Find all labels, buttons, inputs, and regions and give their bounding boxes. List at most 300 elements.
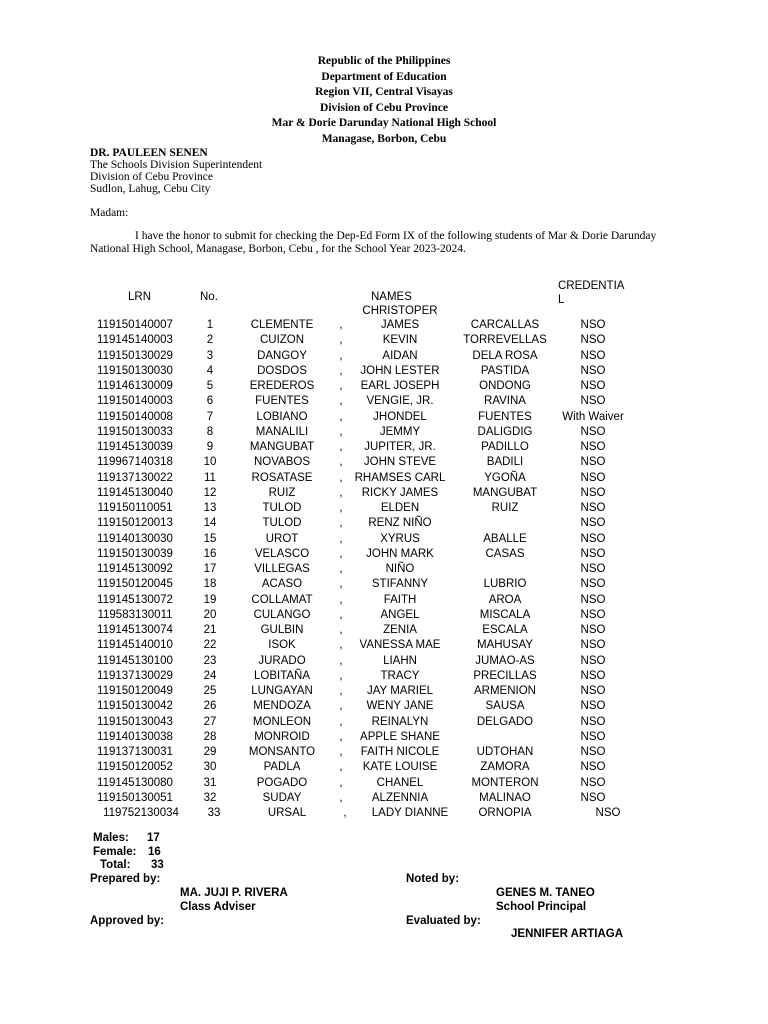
student-credential: NSO [580, 425, 606, 438]
student-first-name: ALZENNIA [371, 791, 429, 804]
student-lrn: 119150130051 [97, 791, 173, 804]
student-first-name: ELDEN [380, 502, 420, 514]
student-middle-name: BADILI [486, 456, 524, 469]
student-last-name: DANGOY [257, 349, 307, 362]
student-number: 12 [203, 486, 217, 499]
student-middle-name: DELA ROSA [472, 349, 538, 362]
student-middle-name: PRECILLAS [473, 669, 537, 682]
student-credential: NSO [580, 715, 606, 728]
student-middle-name: ESCALA [482, 624, 528, 636]
name-separator: , [339, 593, 343, 606]
table-row [0, 455, 768, 470]
letterhead [0, 54, 768, 148]
student-middle-name: RUIZ [491, 502, 519, 514]
table-row [0, 669, 768, 684]
header-names: NAMES [371, 291, 412, 303]
student-last-name: MONROID [254, 730, 310, 743]
student-lrn: 119150130042 [97, 700, 173, 713]
approved-by-label: Approved by: [90, 915, 165, 927]
student-number: 19 [203, 593, 217, 606]
student-number: 16 [203, 547, 217, 560]
student-credential: NSO [580, 776, 606, 789]
name-separator: , [339, 380, 343, 392]
name-separator: , [339, 517, 343, 530]
table-row [0, 471, 768, 486]
prepared-by-label: Prepared by: [90, 873, 161, 885]
student-middle-name: MANGUBAT [472, 486, 538, 499]
header-credential-line: CREDENTIA [558, 280, 625, 292]
student-last-name: TULOD [262, 517, 302, 530]
student-lrn: 119150140007 [97, 319, 173, 331]
student-last-name: RUIZ [268, 486, 296, 499]
name-separator: , [339, 486, 343, 499]
name-separator: , [339, 578, 343, 591]
student-last-name: VELASCO [254, 547, 310, 560]
student-last-name: UROT [265, 532, 299, 545]
student-middle-name: DELGADO [476, 715, 534, 728]
student-last-name: DOSDOS [257, 364, 307, 377]
student-last-name: MENDOZA [253, 700, 311, 713]
table-row [0, 394, 768, 409]
student-number: 15 [203, 532, 217, 545]
student-last-name: LOBIANO [256, 410, 308, 423]
student-number: 30 [203, 761, 217, 774]
student-number: 29 [203, 746, 217, 758]
student-number: 22 [203, 639, 217, 652]
table-row [0, 638, 768, 653]
student-last-name: MANGUBAT [249, 441, 315, 453]
student-middle-name: RAVINA [484, 395, 526, 408]
table-row [0, 776, 768, 791]
student-last-name: EREDEROS [249, 380, 315, 392]
student-number: 17 [203, 563, 217, 575]
student-lrn: 119145130092 [97, 563, 173, 575]
student-middle-name: TORREVELLAS [463, 334, 547, 347]
student-number: 10 [203, 456, 217, 469]
females-count [93, 846, 161, 858]
student-first-name: JOHN MARK [366, 547, 434, 560]
student-credential: NSO [580, 532, 606, 545]
student-first-name: STIFANNY [371, 578, 429, 591]
table-row [0, 440, 768, 455]
student-middle-name: UDTOHAN [476, 746, 534, 758]
student-lrn: 119150110051 [97, 502, 173, 514]
name-separator: , [339, 700, 343, 713]
table-row [0, 745, 768, 760]
student-first-name: LADY DIANNE [371, 807, 449, 819]
student-first-name: NIÑO [385, 563, 415, 575]
student-credential: NSO [580, 746, 606, 758]
student-number: 18 [203, 578, 217, 591]
letterhead-line: Department of Education [321, 70, 447, 83]
name-separator: , [339, 563, 343, 575]
student-credential: NSO [580, 547, 606, 560]
student-credential: NSO [580, 639, 606, 652]
letterhead-line: Region VII, Central Visayas [315, 86, 453, 99]
student-credential: NSO [580, 380, 606, 392]
student-middle-name: PADILLO [481, 441, 529, 453]
student-first-name: JOHN STEVE [363, 456, 437, 469]
noted-by-label: Noted by: [406, 873, 460, 885]
table-row [0, 593, 768, 608]
student-number: 25 [203, 685, 217, 697]
student-first-name: RHAMSES CARL [354, 471, 446, 484]
table-row [0, 730, 768, 745]
student-number: 1 [206, 319, 214, 331]
student-credential: NSO [580, 669, 606, 682]
student-first-name: JAY MARIEL [366, 685, 434, 697]
student-first-name: JUPITER, JR. [364, 441, 436, 453]
student-first-name: TRACY [380, 669, 420, 682]
student-lrn: 119140130038 [97, 730, 173, 743]
table-row [0, 806, 768, 821]
student-lrn: 119752130034 [103, 807, 179, 819]
student-number: 27 [203, 715, 217, 728]
student-number: 28 [203, 730, 217, 743]
table-row [0, 364, 768, 379]
header-lrn: LRN [128, 291, 152, 303]
student-credential: NSO [580, 761, 606, 774]
student-lrn: 119137130022 [97, 471, 173, 484]
table-row [0, 410, 768, 425]
student-first-name: CHRISTOPER JAMES [362, 305, 438, 331]
noted-title: School Principal [496, 901, 587, 913]
student-lrn: 119150120049 [97, 685, 173, 697]
name-separator: , [339, 349, 343, 362]
name-separator: , [339, 654, 343, 667]
student-lrn: 119150130043 [97, 715, 173, 728]
student-credential: NSO [580, 517, 606, 530]
table-row [0, 791, 768, 806]
addressee-title: The Schools Division Superintendent [90, 159, 263, 171]
name-separator: , [339, 669, 343, 682]
letterhead-line: Republic of the Philippines [317, 55, 451, 67]
student-first-name: ANGEL [380, 608, 420, 621]
student-lrn: 119150130030 [97, 364, 173, 377]
student-credential: NSO [580, 700, 606, 713]
letterhead-line: Division of Cebu Province [320, 101, 448, 114]
addressee-block [90, 147, 262, 195]
student-first-name: JHONDEL [373, 410, 427, 423]
student-last-name: POGADO [256, 776, 308, 789]
student-middle-name: PASTIDA [480, 364, 530, 377]
student-first-name: FAITH NICOLE [360, 746, 440, 758]
student-middle-name: CASAS [485, 547, 525, 560]
student-middle-name: JUMAO-AS [475, 654, 535, 667]
student-number: 13 [203, 502, 217, 514]
table-row [0, 623, 768, 638]
student-first-name: CHANEL [376, 776, 424, 789]
student-number: 2 [206, 334, 214, 347]
student-credential: NSO [580, 578, 606, 591]
student-first-name: KEVIN [382, 334, 418, 347]
name-separator: , [339, 639, 343, 652]
total-count [100, 859, 164, 871]
table-row [0, 684, 768, 699]
student-credential: NSO [580, 624, 606, 636]
student-number: 21 [203, 624, 217, 636]
student-middle-name: AROA [488, 593, 522, 606]
student-middle-name: SAUSA [485, 700, 525, 713]
males-count [93, 832, 160, 844]
student-middle-name: ONDONG [479, 380, 531, 392]
table-row [0, 516, 768, 531]
student-lrn: 119150130029 [97, 349, 173, 362]
prepared-title: Class Adviser [180, 901, 256, 913]
student-last-name: COLLAMAT [251, 593, 313, 606]
name-separator: , [339, 547, 343, 560]
student-first-name: AIDAN [382, 349, 418, 362]
student-middle-name: CARCALLAS [470, 319, 540, 331]
header-credential [558, 279, 624, 307]
header-number: No. [200, 291, 218, 303]
student-number: 20 [203, 608, 217, 621]
student-number: 4 [206, 364, 214, 377]
student-number: 32 [203, 791, 217, 804]
student-middle-name: ARMENION [474, 685, 536, 697]
student-lrn: 119150120052 [97, 761, 173, 774]
student-middle-name: ORNOPIA [478, 807, 532, 819]
student-number: 9 [206, 441, 214, 453]
student-middle-name: FUENTES [478, 410, 532, 423]
student-last-name: GULBIN [260, 624, 304, 636]
student-credential: NSO [595, 807, 621, 819]
student-lrn: 119150120013 [97, 517, 173, 530]
name-separator: , [339, 364, 343, 377]
student-credential: NSO [580, 349, 606, 362]
student-lrn: 119145130074 [97, 624, 173, 636]
table-row [0, 501, 768, 516]
student-lrn: 119150140003 [97, 395, 173, 408]
name-separator: , [339, 730, 343, 743]
student-middle-name: MALINAO [479, 791, 531, 804]
student-middle-name: LUBRIO [483, 578, 527, 591]
student-middle-name: ABALLE [483, 532, 527, 545]
males-value: 17 [147, 832, 160, 844]
name-separator: , [339, 776, 343, 789]
student-lrn: 119137130031 [97, 746, 173, 758]
addressee-address: Sudlon, Lahug, Cebu City [90, 183, 211, 195]
student-middle-name: MISCALA [479, 608, 531, 621]
table-row [0, 577, 768, 592]
student-lrn: 119150130033 [97, 425, 173, 438]
student-middle-name: YGOÑA [484, 471, 526, 484]
student-credential: NSO [580, 364, 606, 377]
table-row [0, 532, 768, 547]
student-first-name: JEMMY [379, 425, 421, 438]
table-row [0, 699, 768, 714]
student-first-name: ZENIA [383, 624, 417, 636]
student-credential: NSO [580, 441, 606, 453]
name-separator: , [339, 502, 343, 514]
student-last-name: JURADO [258, 654, 306, 667]
student-lrn: 119146130009 [97, 380, 173, 392]
noted-name: GENES M. TANEO [496, 887, 595, 899]
student-last-name: CULANGO [253, 608, 311, 621]
student-number: 26 [203, 700, 217, 713]
table-row [0, 654, 768, 669]
addressee-office: Division of Cebu Province [90, 171, 213, 183]
name-separator: , [339, 532, 343, 545]
student-credential: NSO [580, 456, 606, 469]
table-row [0, 305, 768, 333]
name-separator: , [339, 319, 343, 331]
name-separator: , [339, 608, 343, 621]
student-first-name: VENGIE, JR. [366, 395, 434, 408]
student-first-name: EARL JOSEPH [360, 380, 440, 392]
student-middle-name: MAHUSAY [476, 639, 534, 652]
school-address: Managase, Borbon, Cebu [321, 132, 447, 145]
student-first-name: KATE LOUISE [362, 761, 438, 774]
salutation: Madam: [90, 207, 129, 219]
student-first-name: WENY JANE [366, 700, 434, 713]
student-credential: NSO [580, 486, 606, 499]
student-lrn: 119145130080 [97, 776, 173, 789]
student-credential: NSO [580, 685, 606, 697]
name-separator: , [339, 624, 343, 636]
student-first-name: FAITH [383, 593, 417, 606]
student-credential: NSO [580, 654, 606, 667]
females-label: Female: [93, 846, 137, 858]
student-lrn: 119145140010 [97, 639, 173, 652]
student-number: 14 [203, 517, 217, 530]
table-row [0, 486, 768, 501]
student-lrn: 119145130040 [97, 486, 173, 499]
student-number: 7 [206, 410, 214, 423]
student-number: 31 [203, 776, 217, 789]
student-first-name: XYRUS [380, 532, 420, 545]
header-credential-line: L [558, 294, 565, 306]
student-number: 3 [206, 349, 214, 362]
student-number: 5 [206, 380, 214, 392]
males-label: Males: [93, 832, 129, 844]
table-row [0, 715, 768, 730]
student-credential: NSO [580, 502, 606, 514]
evaluated-name: JENNIFER ARTIAGA [511, 928, 624, 940]
table-row [0, 760, 768, 775]
student-number: 24 [203, 669, 217, 682]
student-last-name: MANALILI [255, 425, 309, 438]
student-lrn: 119137130029 [97, 669, 173, 682]
name-separator: , [339, 746, 343, 758]
student-lrn: 119145140003 [97, 334, 173, 347]
student-lrn: 119150130039 [97, 547, 173, 560]
student-credential: NSO [580, 395, 606, 408]
student-credential: NSO [580, 563, 606, 575]
name-separator: , [339, 791, 343, 804]
name-separator: , [339, 410, 343, 423]
name-separator: , [339, 761, 343, 774]
student-credential: NSO [580, 791, 606, 804]
student-lrn: 119150120045 [97, 578, 173, 591]
table-row [0, 562, 768, 577]
student-first-name: APPLE SHANE [360, 730, 440, 743]
total-value: 33 [151, 859, 164, 871]
total-label: Total: [100, 859, 131, 871]
student-lrn: 119967140318 [97, 456, 173, 469]
addressee-name: DR. PAULEEN SENEN [90, 147, 208, 159]
student-lrn: 119150140008 [97, 410, 173, 423]
body-paragraph: I have the honor to submit for checking the Dep-Ed Form IX of the following students of Mar & Dorie Darunday National High School, Managase, Borbon, Cebu , for the School Year 2023-2024. [90, 230, 657, 255]
student-first-name: RENZ NIÑO [368, 517, 432, 530]
table-row [0, 425, 768, 440]
student-middle-name: ZAMORA [480, 761, 530, 774]
student-last-name: URSAL [267, 807, 307, 819]
student-lrn: 119145130100 [97, 654, 173, 667]
table-row [0, 608, 768, 623]
name-separator: , [339, 685, 343, 697]
student-middle-name: DALIGDIG [477, 425, 533, 438]
student-lrn: 119145130072 [97, 593, 173, 606]
student-credential: NSO [580, 608, 606, 621]
student-lrn: 119583130011 [97, 608, 173, 621]
student-lrn: 119140130030 [97, 532, 173, 545]
student-middle-name: MONTERON [471, 776, 539, 789]
student-last-name: ACASO [261, 578, 303, 591]
student-first-name: REINALYN [371, 715, 429, 728]
student-number: 23 [203, 654, 217, 667]
student-credential: NSO [580, 593, 606, 606]
student-credential: With Waiver [562, 410, 624, 423]
student-last-name: PADLA [263, 761, 301, 774]
student-last-name: ROSATASE [251, 471, 313, 484]
table-row [0, 379, 768, 394]
evaluated-by-label: Evaluated by: [406, 915, 481, 927]
student-table [0, 305, 768, 821]
student-credential: NSO [580, 471, 606, 484]
student-last-name: MONLEON [252, 715, 312, 728]
student-number: 8 [206, 425, 214, 438]
student-first-name: VANESSA MAE [359, 639, 441, 652]
student-credential: NSO [580, 334, 606, 347]
student-last-name: VILLEGAS [254, 563, 310, 575]
student-first-name: LIAHN [383, 654, 417, 667]
table-row [0, 333, 768, 348]
name-separator: , [339, 334, 343, 347]
student-credential: NSO [580, 319, 606, 331]
student-last-name: NOVABOS [253, 456, 311, 469]
student-number: 6 [206, 395, 214, 408]
name-separator: , [339, 471, 343, 484]
student-last-name: TULOD [262, 502, 302, 514]
student-last-name: LOBITAÑA [253, 669, 311, 682]
name-separator: , [339, 441, 343, 453]
student-lrn: 119145130039 [97, 441, 173, 453]
student-first-name: RICKY JAMES [361, 486, 439, 499]
name-separator: , [339, 715, 343, 728]
student-number: 33 [207, 807, 221, 819]
student-last-name: CUIZON [259, 334, 305, 347]
student-credential: NSO [580, 730, 606, 743]
females-value: 16 [148, 846, 161, 858]
table-row [0, 547, 768, 562]
student-last-name: CLEMENTE [250, 319, 314, 331]
table-row [0, 349, 768, 364]
student-last-name: SUDAY [262, 791, 302, 804]
student-number: 11 [204, 471, 216, 484]
name-separator: , [339, 425, 343, 438]
school-name: Mar & Dorie Darunday National High School [271, 117, 497, 130]
student-first-name: JOHN LESTER [360, 364, 440, 377]
student-last-name: FUENTES [255, 395, 309, 408]
student-last-name: MONSANTO [248, 746, 316, 758]
student-last-name: ISOK [268, 639, 296, 652]
name-separator: , [339, 456, 343, 469]
prepared-name: MA. JUJI P. RIVERA [180, 887, 288, 899]
student-last-name: LUNGAYAN [251, 685, 313, 697]
name-separator: , [343, 807, 347, 819]
name-separator: , [339, 395, 343, 408]
